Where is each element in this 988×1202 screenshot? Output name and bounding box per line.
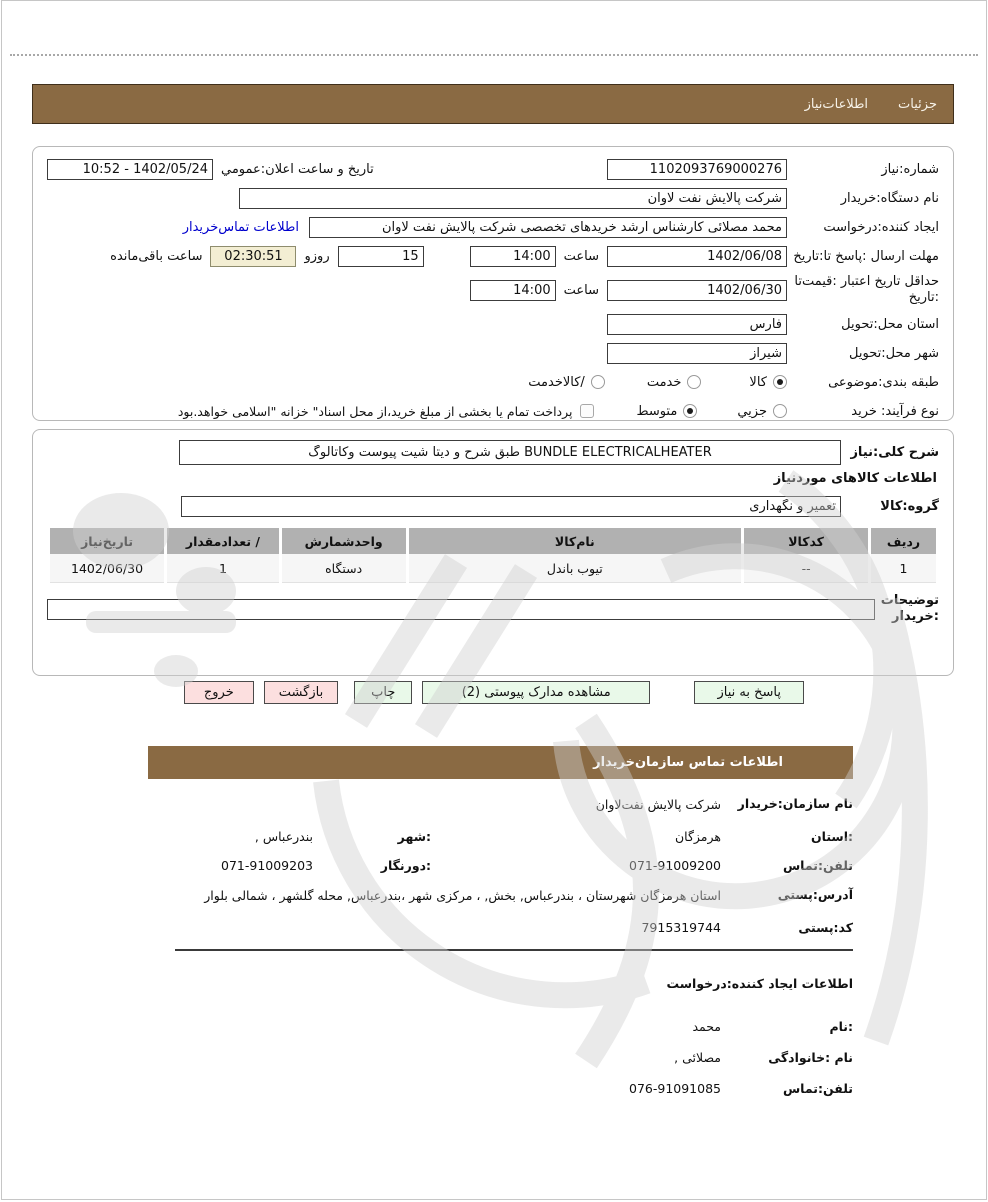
buyer-contact-link[interactable]: اطلاعات تماس‌خریدار	[182, 219, 299, 235]
contact-city-label: :شهر	[397, 828, 431, 844]
announce-label: تاریخ و ساعت اعلان:عمومي	[221, 161, 374, 177]
cell-item-code: --	[744, 554, 868, 583]
classification-label: طبقه بندی:موضوعی	[828, 374, 939, 390]
delivery-province-row	[47, 312, 939, 336]
medium-radio-label: متوسط	[636, 403, 678, 419]
delivery-city-row	[47, 341, 939, 365]
goods-radio[interactable]	[773, 375, 787, 389]
col-header-date: تاریخ‌نیاز	[50, 528, 164, 554]
medium-radio[interactable]	[683, 404, 697, 418]
deadline-date-input[interactable]	[607, 246, 787, 267]
contact-phone-label: تلفن:تماس	[782, 857, 853, 873]
cell-unit: دستگاه	[282, 554, 406, 583]
contact-section-bar	[148, 746, 853, 779]
col-header-row: ردیف	[871, 528, 936, 554]
deadline-row	[47, 244, 939, 268]
buyer-notes-label	[875, 593, 939, 626]
postal-address-value: استان هرمزگان شهرستان ، بندرعباس, بخش, ، مرکزی شهر ،بندرعباس, محله گلشهر ، شمالی بلوار	[204, 887, 721, 903]
validity-row	[47, 273, 939, 307]
goods-group-input[interactable]	[181, 496, 841, 517]
goods-service-radio-label: /کالاخدمت	[528, 374, 585, 390]
need-number-label: شماره:نیاز	[881, 161, 939, 177]
class-option-goods	[749, 375, 787, 390]
cell-row-number: 1	[871, 554, 936, 583]
col-header-unit: واحدشمارش	[282, 528, 406, 554]
action-buttons-row	[2, 681, 986, 704]
creator-info-section	[148, 976, 853, 1096]
notes-label-line2: :خریدار	[892, 609, 939, 625]
creator-family-value: مصلائی ,	[674, 1050, 721, 1065]
postal-code-label: کد:پستی	[798, 919, 853, 935]
contact-section-title: اطلاعات تماس سازمان‌خریدار	[593, 755, 783, 770]
creator-phone-value: 076-91091085	[629, 1081, 721, 1096]
contact-city-value: بندرعباس ,	[254, 828, 313, 844]
buyer-org-input[interactable]	[239, 188, 787, 209]
contact-phone-value: 071-91009200	[629, 857, 721, 873]
postal-address-label: آدرس:پستی	[777, 886, 853, 902]
col-header-code: کدکالا	[744, 528, 868, 554]
need-desc-input[interactable]	[179, 440, 841, 465]
buyer-notes-row	[47, 593, 939, 626]
remaining-label: ساعت باقی‌مانده	[110, 248, 203, 264]
org-name-label: نام سازمان:خریدار	[737, 796, 853, 811]
page	[1, 0, 987, 1200]
creator-label: ایجاد کننده:درخواست	[823, 219, 939, 235]
minor-radio[interactable]	[773, 404, 787, 418]
payment-checkbox-label: پرداخت تمام یا بخشی از مبلغ خرید،از محل اسناد" خزانه "اسلامی خواهد.بود	[177, 403, 573, 419]
creator-phone-label: تلفن:تماس	[782, 1081, 853, 1096]
items-table-header	[50, 528, 936, 554]
answer-need-button[interactable]: پاسخ به نیاز	[694, 681, 804, 704]
validity-time-input[interactable]	[470, 280, 556, 301]
buyer-org-label: نام دستگاه:خریدار	[840, 190, 939, 206]
cell-item-name: تیوب باندل	[409, 554, 742, 583]
creator-family-label: نام :خانوادگی	[768, 1050, 853, 1065]
deadline-label: مهلت ارسال :پاسخ تا:تاریخ	[793, 248, 939, 264]
need-number-input[interactable]	[607, 159, 787, 180]
goods-service-radio[interactable]	[591, 375, 605, 389]
days-input[interactable]	[338, 246, 424, 267]
validity-label-line1: حداقل تاریخ اعتبار :قیمت‌تا	[794, 273, 939, 289]
tab-details[interactable]: جزئیات	[898, 96, 937, 112]
deadline-time-input[interactable]	[470, 246, 556, 267]
validity-hour-label: ساعت	[563, 282, 599, 298]
need-summary-panel	[32, 146, 954, 421]
contact-province-value: هرمزگان	[674, 828, 721, 844]
announce-datetime-input[interactable]	[47, 159, 213, 180]
exit-button[interactable]: خروج	[184, 681, 254, 704]
minor-radio-label: جزیي	[737, 403, 767, 419]
creator-input[interactable]	[309, 217, 787, 238]
classification-row	[47, 370, 939, 394]
cell-need-date: 1402/06/30	[50, 554, 164, 583]
buyer-notes-input[interactable]	[47, 599, 875, 620]
process-type-label: نوع فرآیند: خرید	[851, 403, 939, 419]
need-number-row	[47, 157, 939, 181]
validity-label	[787, 274, 939, 307]
items-table	[47, 528, 939, 583]
payment-checkbox[interactable]	[580, 404, 594, 418]
top-dotted-divider	[10, 54, 978, 56]
days-label: روزو	[304, 248, 330, 264]
process-type-row	[47, 399, 939, 423]
creator-name-value: محمد	[692, 1019, 721, 1034]
goods-group-row	[47, 494, 939, 518]
section-divider	[175, 949, 853, 951]
col-header-qty: / تعدادمقدار	[167, 528, 279, 554]
print-button[interactable]: چاپ	[354, 681, 412, 704]
tab-need-info[interactable]: اطلاعات‌نیاز	[804, 96, 869, 112]
remaining-timer: 02:30:51	[210, 246, 296, 267]
need-desc-row	[47, 440, 939, 465]
notes-label-line1: توضیحات	[880, 593, 939, 608]
need-desc-label: شرح کلی:نیاز	[850, 445, 939, 460]
creator-info-heading: اطلاعات ایجاد کننده:درخواست	[666, 976, 853, 991]
col-header-name: نام‌کالا	[409, 528, 742, 554]
contact-fax-value: 071-91009203	[221, 857, 313, 873]
contact-province-label: :استان	[810, 828, 853, 844]
delivery-city-input[interactable]	[607, 343, 787, 364]
service-radio[interactable]	[687, 375, 701, 389]
creator-row	[47, 215, 939, 239]
delivery-province-label: استان محل:تحویل	[841, 316, 939, 332]
view-attachments-button[interactable]: مشاهده مدارک پیوستی (2)	[422, 681, 650, 704]
items-heading: اطلاعات کالاهای موردنیاز	[773, 471, 937, 486]
process-option-minor	[737, 404, 787, 419]
delivery-province-input[interactable]	[607, 314, 787, 335]
contact-fax-label: :دورنگار	[380, 857, 431, 873]
top-tab-bar	[32, 84, 954, 124]
validity-date-input[interactable]	[607, 280, 787, 301]
validity-label-line2: :تاریخ	[908, 290, 939, 305]
delivery-city-label: شهر محل:تحویل	[849, 345, 939, 361]
postal-code-value: 7915319744	[641, 919, 721, 935]
back-button[interactable]: بازگشت	[264, 681, 338, 704]
contact-section	[148, 796, 853, 935]
deadline-hour-label: ساعت	[563, 248, 599, 264]
goods-radio-label: کالا	[749, 374, 767, 390]
need-items-panel	[32, 429, 954, 676]
service-radio-label: خدمت	[646, 374, 682, 390]
payment-checkbox-group	[178, 404, 595, 419]
class-option-goods-service	[528, 375, 605, 390]
process-option-medium	[636, 404, 697, 419]
org-name-value: شرکت پالایش نفت‌لاوان	[595, 797, 721, 812]
class-option-service	[647, 375, 702, 390]
goods-group-label: گروه:کالا	[880, 498, 939, 514]
buyer-org-row	[47, 186, 939, 210]
cell-qty: 1	[167, 554, 279, 583]
creator-name-label: :نام	[829, 1019, 853, 1034]
table-row	[50, 554, 936, 583]
